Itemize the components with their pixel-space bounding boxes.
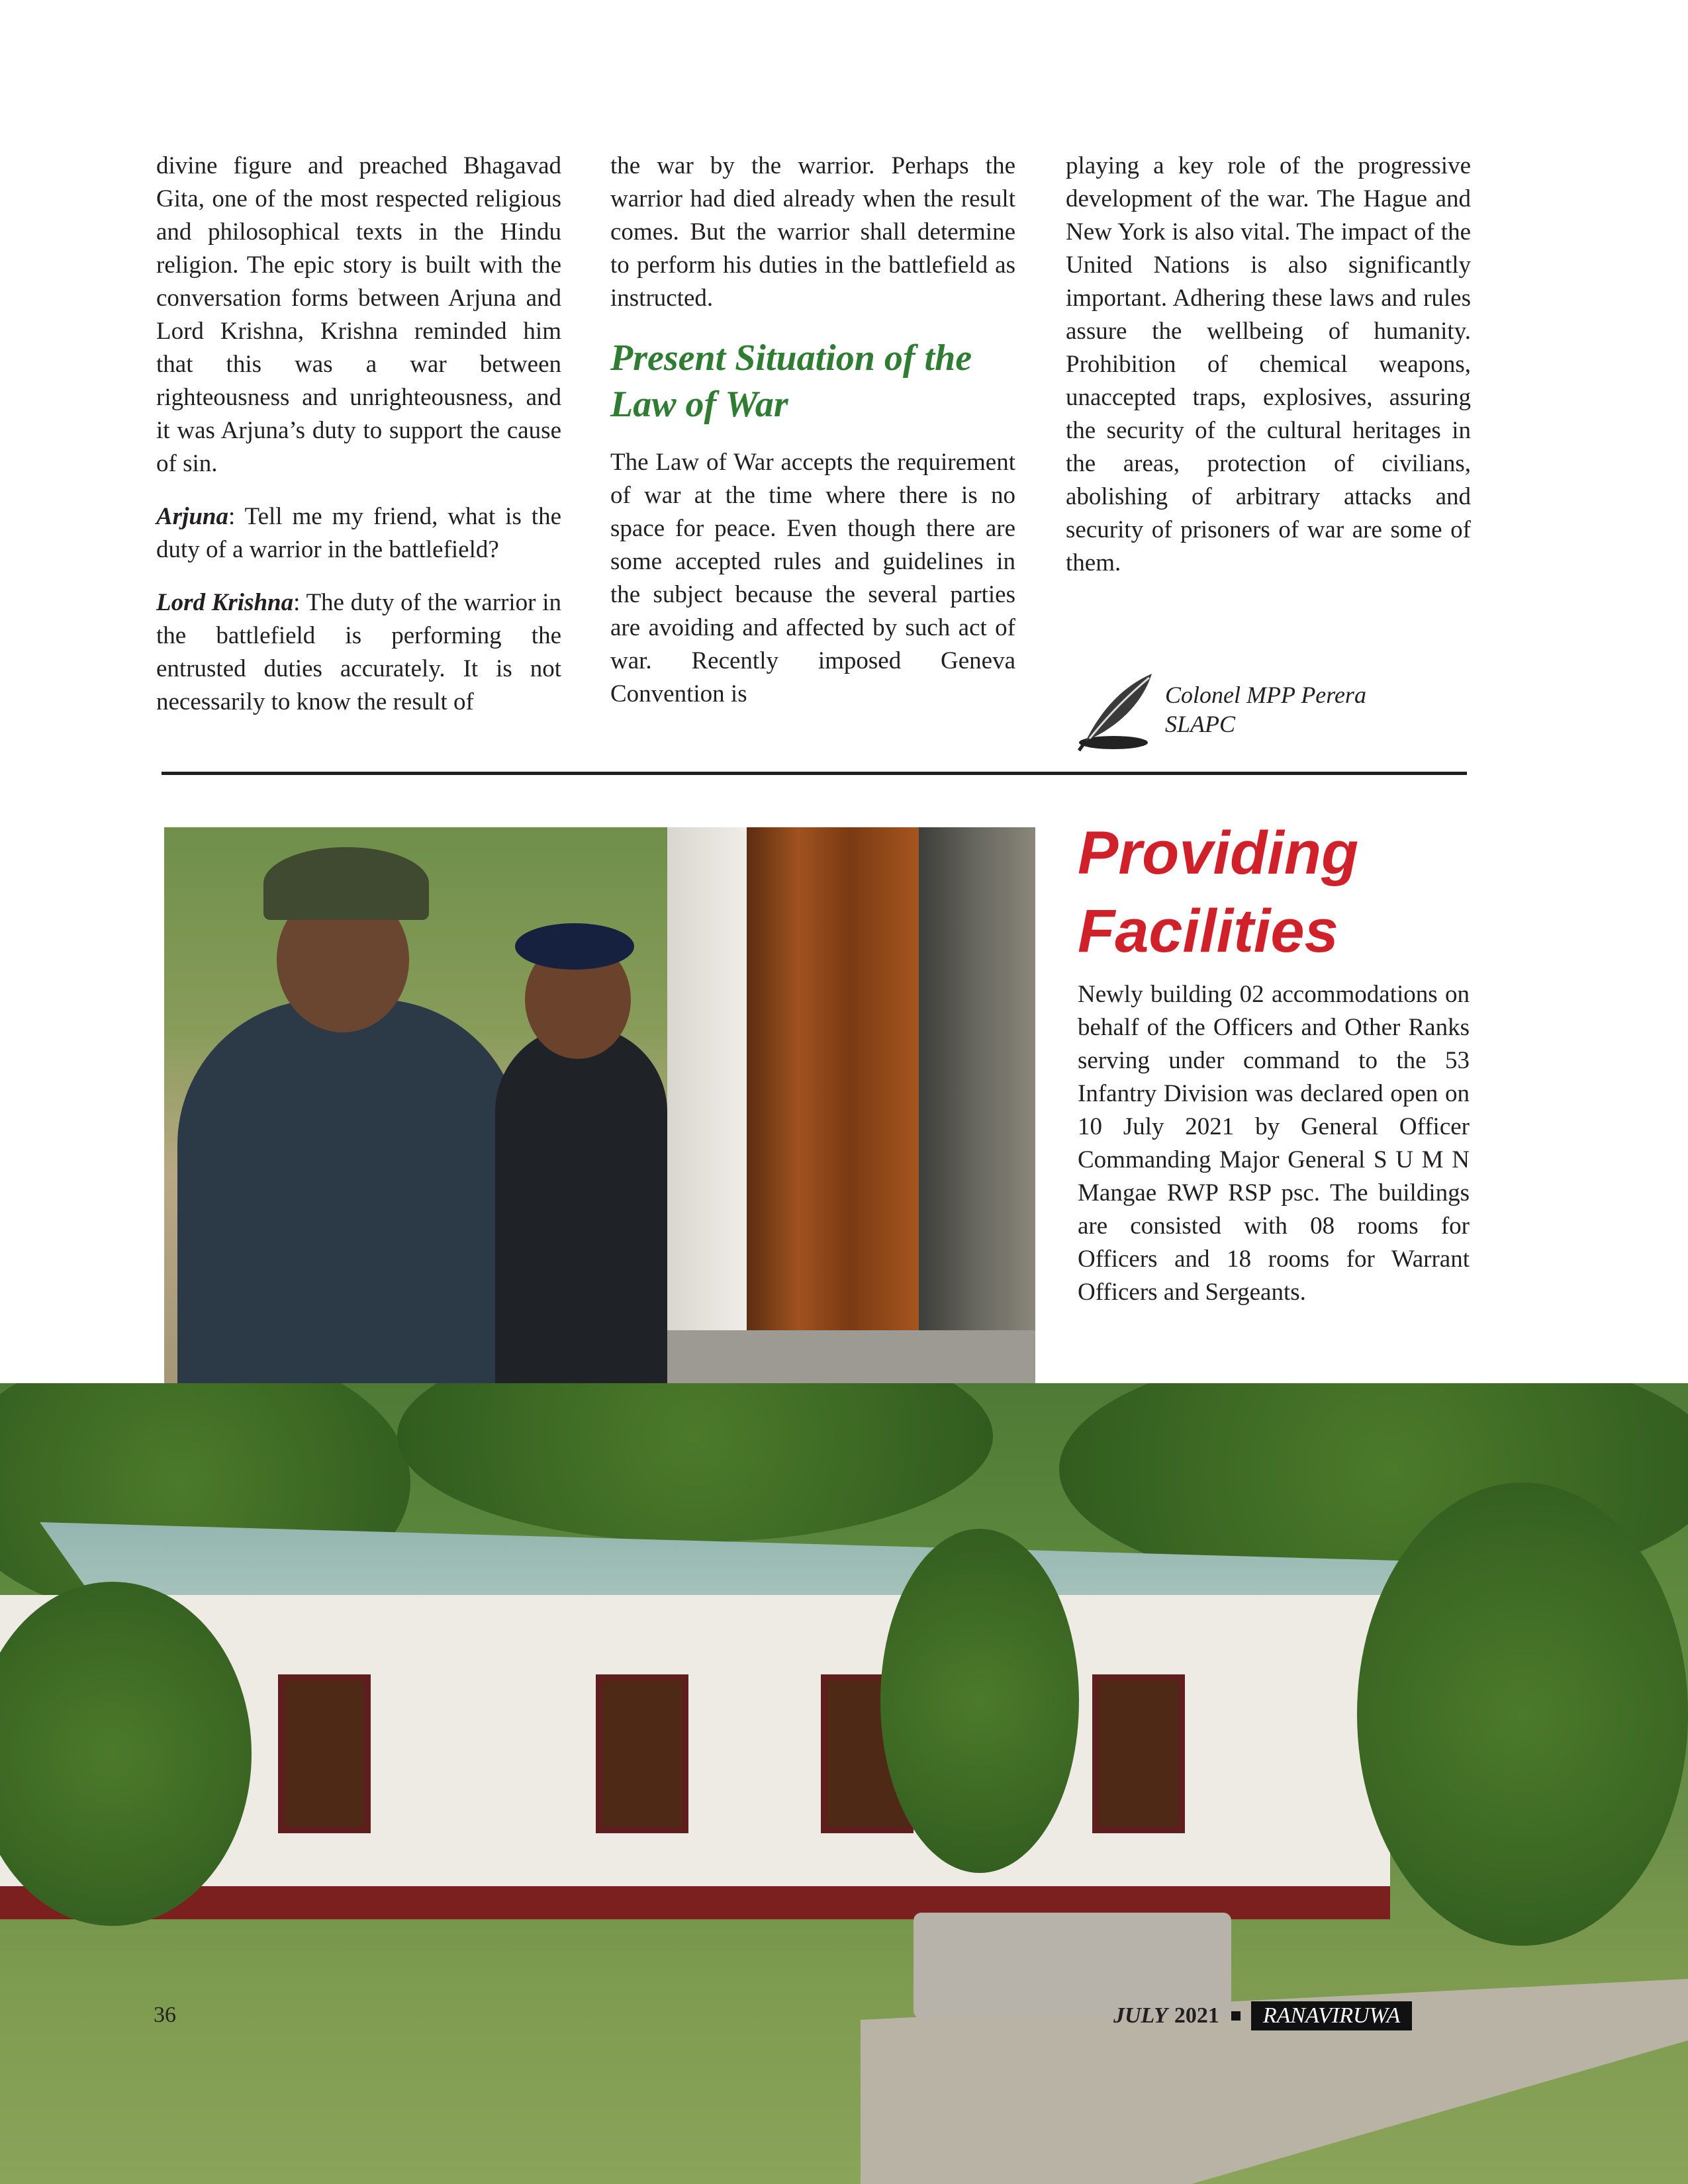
dialogue-arjuna: [156, 500, 561, 567]
photo-officer-cap: [263, 847, 429, 920]
photo-window: [596, 1674, 688, 1833]
paragraph: playing a key role of the progressive development of the war. The Hague and New York is also vital. The impact of the United Nations is also significantly important. Adhering these laws and rules assure the wellbeing of humanity. Prohibition of chemical weapons, unaccepted traps, explosives, assuring the security of the cultural heritages in the areas, protection of civilians, abolishing of arbitrary attacks and security of prisoners of war are some of them.: [1066, 152, 1471, 576]
article-column-1: [156, 150, 561, 739]
paragraph: divine figure and preached Bhagavad Gita, one of the most respected religious and philosophical texts in the Hindu religion. The epic story is built with the conversation forms between Arjuna and Lord Krishna, Krishna reminded him that this was a war between righteousness and unrighteousness, and it was Arjuna’s duty to support the cause of sin.: [156, 152, 561, 477]
page-footer: [1113, 2001, 1412, 2030]
section-divider: [162, 772, 1467, 775]
author-name: Colonel MPP Perera: [1165, 682, 1366, 708]
magazine-name: RANAVIRUWA: [1251, 2001, 1412, 2030]
quill-pen-icon: [1072, 668, 1158, 754]
feature-title-line: Providing: [1078, 819, 1359, 887]
paragraph: the war by the warrior. Perhaps the warrior had died already when the result comes. But the warrior shall determine to perform his duties in the battlefield as instructed.: [610, 152, 1015, 312]
accommodation-building-photo: [0, 1383, 1688, 2184]
photo-officer: [177, 999, 522, 1410]
feature-body: Newly building 02 accommodations on behalf of the Officers and Other Ranks serving under command to the 53 Infantry Division was declared open on 10 July 2021 by General Officer Commanding Major General S U M N Mangae RWP RSP psc. The buildings are consisted with 08 rooms for Officers and 18 rooms for Warrant Officers and Sergeants.: [1078, 981, 1470, 1306]
article-column-2: [610, 150, 1015, 731]
photo-tree: [397, 1383, 993, 1542]
square-bullet-icon: [1231, 2011, 1241, 2021]
issue-year: 2021: [1174, 2003, 1219, 2028]
speaker-name: Lord Krishna: [156, 589, 294, 616]
byline-text: [1165, 680, 1366, 739]
photo-window: [1092, 1674, 1185, 1833]
photo-general: [495, 1026, 667, 1410]
article-column-3: [1066, 150, 1471, 600]
photo-wall: [667, 827, 753, 1410]
dialogue-krishna: [156, 586, 561, 719]
photo-palm: [880, 1529, 1079, 1873]
feature-title: [1078, 814, 1541, 970]
photo-window: [278, 1674, 371, 1833]
feature-title-line: Facilities: [1078, 897, 1338, 965]
dialogue-text: : Tell me my friend, what is the duty of a warrior in the battlefield?: [156, 503, 561, 563]
dialogue-text: : The duty of the warrior in the battlefield is performing the entrusted duties accurately. It is not necessarily to know the result of: [156, 589, 561, 715]
issue-month: JULY: [1113, 2003, 1168, 2028]
speaker-name: Arjuna: [156, 503, 229, 530]
paragraph: The Law of War accepts the requirement of war at the time where there is no space for peace. Even though there are some accepted rules and guidelines in the subject because the several parties are avoiding and affected by such act of war. Recently imposed Geneva Convention is: [610, 449, 1015, 707]
photo-window: [919, 827, 1041, 1410]
photo-door: [747, 827, 919, 1410]
photo-general-beret: [515, 923, 634, 970]
section-subheading: Present Situation of the Law of War: [610, 338, 972, 425]
ribbon-cutting-photo: [159, 822, 1041, 1410]
page-number: 36: [154, 2003, 176, 2027]
author-byline: [1072, 668, 1483, 761]
author-unit: SLAPC: [1165, 711, 1236, 737]
photo-tree: [1357, 1482, 1688, 1946]
